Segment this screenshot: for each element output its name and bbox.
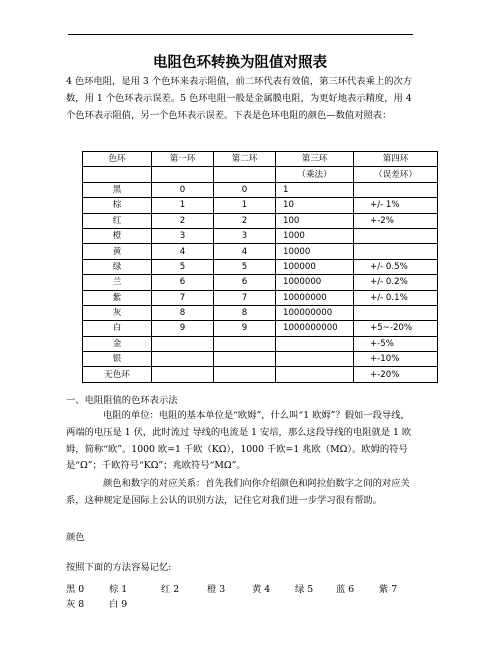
header-rule — [68, 34, 413, 35]
table-cell: 10000 — [276, 244, 354, 259]
table-cell: 金 — [83, 336, 152, 351]
table-row — [83, 275, 438, 290]
table-cell: 0 — [152, 182, 214, 197]
table-cell: 100000000 — [276, 305, 354, 320]
color-code-table — [82, 151, 438, 383]
table-cell: 5 — [214, 259, 276, 274]
table-header-cell: 色环 — [83, 152, 152, 167]
table-row — [83, 198, 438, 213]
table-cell: 100 — [276, 213, 354, 228]
table-cell: 2 — [152, 213, 214, 228]
unit-paragraph — [66, 408, 418, 475]
table-cell: +5~-20% — [354, 321, 438, 336]
table-subheader-row — [83, 167, 438, 182]
table-cell: 7 — [152, 290, 214, 305]
table-row — [83, 228, 438, 243]
table-cell — [214, 352, 276, 367]
table-cell: +/- 0.5% — [354, 259, 438, 274]
table-header-cell: 第三环 — [276, 152, 354, 167]
table-row — [83, 244, 438, 259]
table-header-cell: 第二环 — [214, 152, 276, 167]
table-cell: 1000000000 — [276, 321, 354, 336]
table-cell: +/- 0.1% — [354, 290, 438, 305]
table-cell: +/- 0.2% — [354, 275, 438, 290]
table-cell: 10000000 — [276, 290, 354, 305]
table-cell: +-10% — [354, 352, 438, 367]
table-subheader-cell — [214, 167, 276, 182]
table-cell — [354, 305, 438, 320]
color-item: 紫 7 — [379, 584, 398, 595]
table-cell: 黑 — [83, 182, 152, 197]
table-cell — [276, 367, 354, 382]
table-cell: 兰 — [83, 275, 152, 290]
color-item: 黄 4 — [252, 584, 271, 595]
table-row — [83, 352, 438, 367]
table-cell: 5 — [152, 259, 214, 274]
intro-paragraph: 4 色环电阻，是用 3 个色环来表示阻值，前二环代表有效值，第三环代表乘上的次方数，用 1 个色环表示误差。5 色环电阻一般是金属膜电阻，为更好地表示精度，用 4 个色环表示阻值，另一个色环表示误差。下表是色环电阻的颜色—数值对照表： — [66, 76, 413, 121]
table-row — [83, 290, 438, 305]
table-header-cell: 第四环 — [354, 152, 438, 167]
table-cell: 棕 — [83, 198, 152, 213]
table-cell: 1000000 — [276, 275, 354, 290]
table-cell — [276, 336, 354, 351]
table-row — [83, 213, 438, 228]
table-cell: 灰 — [83, 305, 152, 320]
table-cell: 橙 — [83, 228, 152, 243]
table-subheader-cell — [83, 167, 152, 182]
table-cell: +/- 1% — [354, 198, 438, 213]
color-item: 红 2 — [161, 584, 180, 595]
table-subheader-cell: （误差环） — [354, 167, 438, 182]
table-row — [83, 367, 438, 382]
color-label: 颜色 — [66, 532, 85, 543]
color-item: 灰 8 — [66, 599, 85, 610]
table-cell: 1 — [214, 198, 276, 213]
table-cell: 9 — [152, 321, 214, 336]
table-cell: 绿 — [83, 259, 152, 274]
table-cell — [354, 182, 438, 197]
table-cell — [152, 367, 214, 382]
table-cell: 100000 — [276, 259, 354, 274]
relation-paragraph — [66, 476, 418, 510]
table-cell: 0 — [214, 182, 276, 197]
table-subheader-cell: （乘法） — [276, 167, 354, 182]
table-cell: 黄 — [83, 244, 152, 259]
table-cell: 6 — [152, 275, 214, 290]
table-row — [83, 336, 438, 351]
table-cell — [354, 244, 438, 259]
color-item: 蓝 6 — [336, 584, 355, 595]
color-item: 橙 3 — [207, 584, 226, 595]
table-row — [83, 305, 438, 320]
page-title: 电阻色环转换为阻值对照表 — [153, 55, 327, 71]
table-cell — [354, 228, 438, 243]
section-heading: 一、电阻阻值的色环表示法 — [66, 395, 178, 406]
table-cell: 6 — [214, 275, 276, 290]
table-cell: 1 — [276, 182, 354, 197]
table-row — [83, 182, 438, 197]
table-cell: 红 — [83, 213, 152, 228]
table-cell: 无色环 — [83, 367, 152, 382]
table-row — [83, 321, 438, 336]
table-cell — [152, 336, 214, 351]
table-subheader-cell — [152, 167, 214, 182]
table-cell — [214, 367, 276, 382]
color-item: 白 9 — [109, 599, 128, 610]
table-cell: 4 — [214, 244, 276, 259]
table-cell: 8 — [152, 305, 214, 320]
table-cell: 8 — [214, 305, 276, 320]
color-item: 黑 0 — [66, 584, 85, 595]
color-item: 棕 1 — [109, 584, 128, 595]
table-cell — [276, 352, 354, 367]
table-cell: 10 — [276, 198, 354, 213]
table-row — [83, 259, 438, 274]
table-cell — [152, 352, 214, 367]
memo-label: 按照下面的方法容易记忆: — [66, 562, 172, 573]
table-cell: 3 — [214, 228, 276, 243]
table-cell: 9 — [214, 321, 276, 336]
table-header-row — [83, 152, 438, 167]
table-cell: 紫 — [83, 290, 152, 305]
table-cell: 银 — [83, 352, 152, 367]
table-cell: +-20% — [354, 367, 438, 382]
unit-paragraph-text: 电阻的单位：电阻的基本单位是“欧姆”，什么叫“1 欧姆”？假如一段导线，两端的电压是 1 伏，此时流过 导线的电流是 1 安培，那么这段导线的电阻就是 1 欧姆，简称“欧”。1000 欧=1 千欧（KΩ），1000 千欧=1 兆欧（MΩ）。欧姆的符号是“Ω”；千欧符号“KΩ”；兆欧符号“MΩ”。 — [66, 410, 412, 472]
table-cell: 2 — [214, 213, 276, 228]
table-cell: 4 — [152, 244, 214, 259]
color-item: 绿 5 — [295, 584, 314, 595]
table-cell: +-5% — [354, 336, 438, 351]
table-cell: 白 — [83, 321, 152, 336]
table-cell — [214, 336, 276, 351]
table-cell: 1000 — [276, 228, 354, 243]
table-cell: 3 — [152, 228, 214, 243]
relation-paragraph-text: 颜色和数字的对应关系：首先我们向你介绍颜色和阿拉伯数字之间的对应关系，这种规定是国际上公认的识别方法，记住它对我们进一步学习很有帮助。 — [66, 478, 410, 506]
table-cell: +-2% — [354, 213, 438, 228]
table-header-cell: 第一环 — [152, 152, 214, 167]
table-cell: 1 — [152, 198, 214, 213]
table-cell: 7 — [214, 290, 276, 305]
